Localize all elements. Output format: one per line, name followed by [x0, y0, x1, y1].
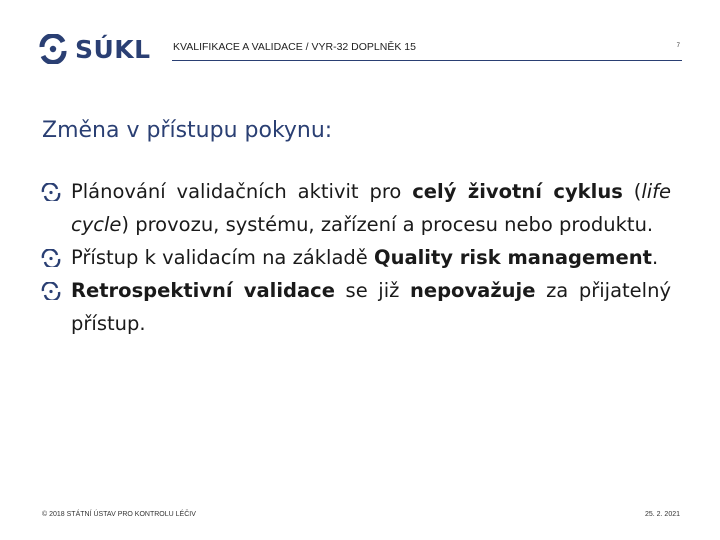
- footer-date: 25. 2. 2021: [644, 511, 680, 518]
- sukl-logo: [38, 34, 151, 64]
- bullet-text: (: [622, 180, 642, 203]
- bullet-item: [40, 241, 671, 274]
- header-divider: [172, 60, 682, 61]
- page-number: 7: [676, 43, 680, 49]
- bullet-emphasis: Quality risk management: [374, 246, 652, 269]
- bullet-emphasis: nepovažuje: [409, 279, 536, 302]
- bullet-text: za přijatelný přístup.: [71, 279, 671, 335]
- footer-copyright: © 2018 STÁTNÍ ÚSTAV PRO KONTROLU LÉČIV: [42, 511, 196, 518]
- bullet-emphasis: Retrospektivní validace: [71, 279, 335, 302]
- bullet-emphasis: celý životní cyklus: [412, 180, 623, 203]
- bullet-text: Plánování validačních aktivit pro: [71, 180, 413, 203]
- bullet-item: [40, 175, 671, 241]
- circular-arrow-bullet-icon: [40, 183, 62, 201]
- bullet-text: .: [651, 246, 659, 269]
- bullet-item: [40, 274, 671, 340]
- bullet-text: Přístup k validacím na základě: [71, 246, 374, 269]
- circular-arrow-bullet-icon: [40, 282, 62, 300]
- bullet-list: [40, 175, 671, 340]
- bullet-italic: life cycle: [71, 180, 672, 236]
- bullet-text: se již: [334, 279, 410, 302]
- document-title: KVALIFIKACE A VALIDACE / VYR-32 DOPLNĚK 15: [173, 41, 416, 53]
- bullet-text: ) provozu, systému, zařízení a procesu nebo produktu.: [121, 213, 654, 236]
- sukl-emblem-icon: [38, 34, 68, 64]
- logo-wordmark: SÚKL: [75, 34, 151, 64]
- slide-title: Změna v přístupu pokynu:: [42, 118, 333, 143]
- circular-arrow-bullet-icon: [40, 249, 62, 267]
